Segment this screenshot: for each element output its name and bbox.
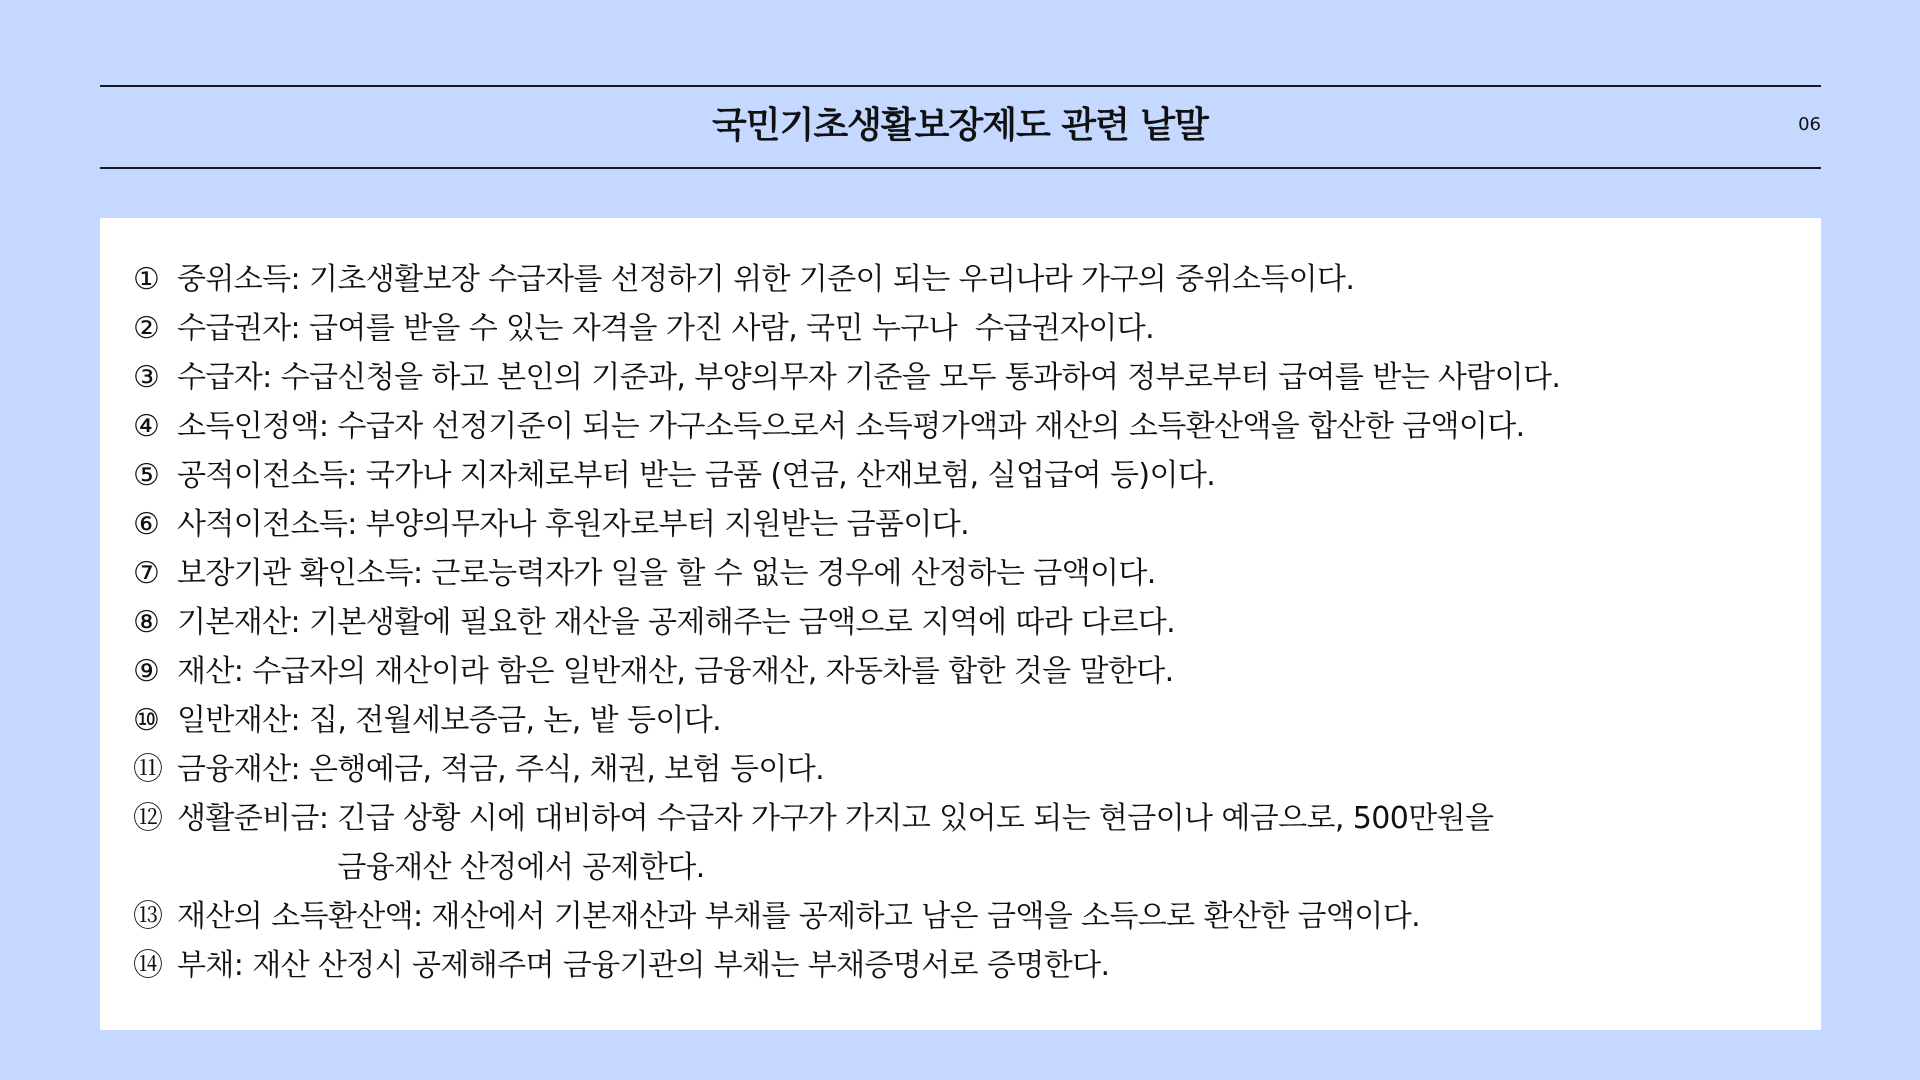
glossary-definition xyxy=(366,500,969,549)
glossary-item xyxy=(133,451,1793,500)
glossary-item xyxy=(133,598,1793,647)
glossary-definition xyxy=(252,647,1173,696)
glossary-item-number: ⑥ xyxy=(133,507,160,542)
glossary-item xyxy=(133,500,1793,549)
glossary-term: 공적이전소득: xyxy=(177,458,366,493)
glossary-term: 수급권자: xyxy=(177,311,309,346)
glossary-item-number: ① xyxy=(133,262,160,297)
glossary-definition-line: 재산에서 기본재산과 부채를 공제하고 남은 금액을 소득으로 환산한 금액이다. xyxy=(431,899,1421,934)
glossary-item-number: ⑭ xyxy=(133,948,163,983)
glossary-item-number: ④ xyxy=(133,409,160,444)
glossary-term: 기본재산: xyxy=(177,605,309,640)
glossary-term: 소득인정액: xyxy=(177,409,338,444)
glossary-item xyxy=(133,353,1793,402)
glossary-term: 일반재산: xyxy=(177,703,309,738)
glossary-definition-line: 재산 산정시 공제해주며 금융기관의 부채는 부채증명서로 증명한다. xyxy=(252,948,1110,983)
glossary-definition xyxy=(337,402,1524,451)
glossary-definition xyxy=(431,549,1155,598)
glossary-item-number: ⑦ xyxy=(133,556,160,591)
glossary-item-body xyxy=(177,451,1215,500)
glossary-item-body xyxy=(177,255,1354,304)
glossary-definition xyxy=(366,451,1215,500)
glossary-definition-line: 기초생활보장 수급자를 선정하기 위한 기준이 되는 우리나라 가구의 중위소득이다. xyxy=(308,262,1355,297)
glossary-term: 수급자: xyxy=(177,360,281,395)
glossary-item-number: ⑬ xyxy=(133,899,163,934)
glossary-definition-line: 은행예금, 적금, 주식, 채권, 보험 등이다. xyxy=(308,752,825,787)
glossary-definition-line: 수급신청을 하고 본인의 기준과, 부양의무자 기준을 모두 통과하여 정부로부터 급여를 받는 사람이다. xyxy=(280,360,1561,395)
glossary-item-number: ③ xyxy=(133,360,160,395)
glossary-term: 부채: xyxy=(177,948,253,983)
glossary-item-number: ② xyxy=(133,311,160,346)
glossary-definition xyxy=(309,745,824,794)
glossary-item-number: ⑫ xyxy=(133,801,163,836)
glossary-panel xyxy=(100,218,1821,1030)
glossary-item xyxy=(133,402,1793,451)
glossary-item-body xyxy=(177,549,1156,598)
glossary-item-body xyxy=(177,794,1493,892)
glossary-item xyxy=(133,794,1793,892)
glossary-item-body xyxy=(177,500,969,549)
header-top-rule xyxy=(100,85,1821,87)
glossary-definition-line: 긴급 상황 시에 대비하여 수급자 가구가 가지고 있어도 되는 현금이나 예금으로, 500만원을 xyxy=(337,801,1494,836)
glossary-term: 재산: xyxy=(177,654,253,689)
glossary-term: 재산의 소득환산액: xyxy=(177,899,432,934)
glossary-item xyxy=(133,549,1793,598)
glossary-item xyxy=(133,696,1793,745)
glossary-item-number: ⑨ xyxy=(133,654,160,689)
glossary-item xyxy=(133,941,1793,990)
glossary-item-number: ⑪ xyxy=(133,752,163,787)
glossary-definition-line: 부양의무자나 후원자로부터 지원받는 금품이다. xyxy=(365,507,970,542)
glossary-definition xyxy=(281,353,1561,402)
glossary-item-body xyxy=(177,892,1420,941)
glossary-definition-line: 국가나 지자체로부터 받는 금품 (연금, 산재보험, 실업급여 등)이다. xyxy=(365,458,1216,493)
glossary-definition xyxy=(309,598,1175,647)
glossary-definition-line: 급여를 받을 수 있는 자격을 가진 사람, 국민 누구나 수급권자이다. xyxy=(308,311,1155,346)
glossary-item-body xyxy=(177,941,1109,990)
glossary-item xyxy=(133,304,1793,353)
glossary-item-number: ⑩ xyxy=(133,703,160,738)
glossary-item-body xyxy=(177,304,1154,353)
glossary-item xyxy=(133,255,1793,304)
glossary-item-body xyxy=(177,598,1175,647)
glossary-definition-line: 집, 전월세보증금, 논, 밭 등이다. xyxy=(308,703,722,738)
glossary-definition xyxy=(252,941,1109,990)
glossary-item-number: ⑤ xyxy=(133,458,160,493)
glossary-item-number: ⑧ xyxy=(133,605,160,640)
glossary-definition xyxy=(309,696,721,745)
glossary-definition-line: 근로능력자가 일을 할 수 없는 경우에 산정하는 금액이다. xyxy=(431,556,1156,591)
glossary-item-body xyxy=(177,402,1525,451)
glossary-term: 사적이전소득: xyxy=(177,507,366,542)
glossary-definition xyxy=(431,892,1420,941)
header-bottom-rule xyxy=(100,167,1821,169)
glossary-definition-line: 수급자의 재산이라 함은 일반재산, 금융재산, 자동차를 합한 것을 말한다. xyxy=(252,654,1174,689)
glossary-item-body xyxy=(177,745,824,794)
glossary-definition xyxy=(309,304,1154,353)
glossary-term: 금융재산: xyxy=(177,752,309,787)
glossary-term: 중위소득: xyxy=(177,262,309,297)
glossary-term: 생활준비금: xyxy=(177,801,338,836)
glossary-definition xyxy=(309,255,1354,304)
glossary-item-body xyxy=(177,353,1560,402)
glossary-definition-line: 수급자 선정기준이 되는 가구소득으로서 소득평가액과 재산의 소득환산액을 합산한 금액이다. xyxy=(337,409,1525,444)
glossary-item xyxy=(133,647,1793,696)
page-title: 국민기초생활보장제도 관련 낱말 xyxy=(712,105,1208,146)
glossary-item xyxy=(133,892,1793,941)
page-number: 06 xyxy=(1798,114,1821,135)
glossary-list xyxy=(133,255,1793,990)
glossary-definition-line: 금융재산 산정에서 공제한다. xyxy=(337,850,705,885)
glossary-item-body xyxy=(177,647,1174,696)
glossary-item xyxy=(133,745,1793,794)
glossary-definition-line: 기본생활에 필요한 재산을 공제해주는 금액으로 지역에 따라 다르다. xyxy=(308,605,1176,640)
glossary-definition xyxy=(337,794,1493,892)
glossary-term: 보장기관 확인소득: xyxy=(177,556,432,591)
glossary-item-body xyxy=(177,696,721,745)
